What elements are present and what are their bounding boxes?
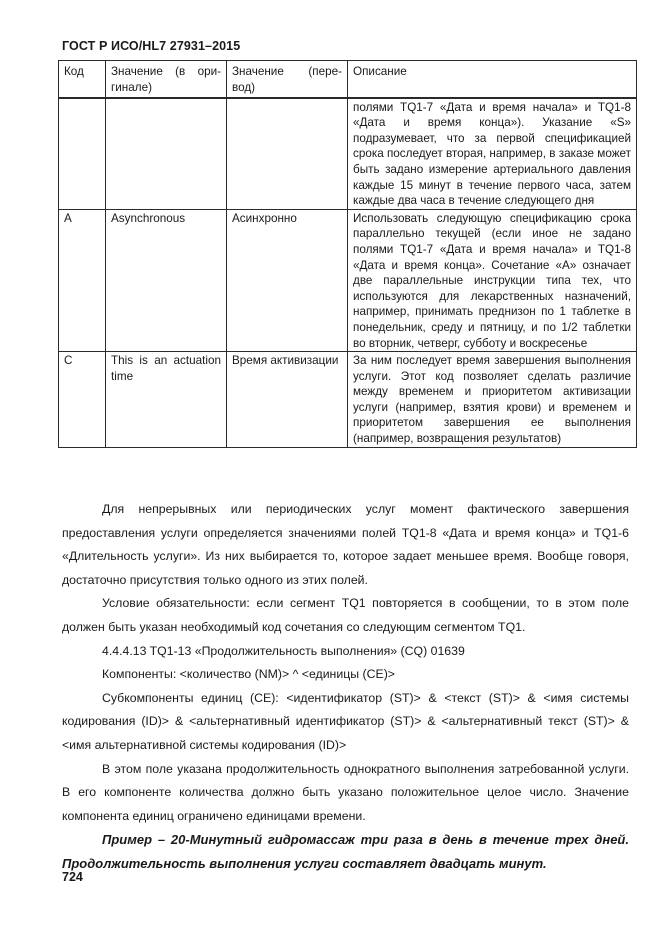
paragraph-subcomponents: Субкомпоненты единиц (CE): <идентификатор (ST)> & <текст (ST)> & <имя системы кодирования (ID)> & <альтернативный идентификатор (ST)> & <альтернативный текст (ST)> & <имя альтернативной системы кодирования (ID)> (62, 690, 629, 752)
cell-original (106, 98, 227, 210)
cell-translation (227, 98, 348, 210)
cell-original: This is an actuation time (106, 352, 227, 448)
paragraph-components: Компоненты: <количество (NM)> ^ <единицы (CE)> (102, 667, 395, 682)
cell-translation: Время активизации (227, 352, 348, 448)
cell-description: Использовать следующую спецификацию срока параллельно текущей (если иное не задано полями TQ1-7 «Дата и время начала» и TQ1-8 «Дата и время конца». Сочетание «A» означает две параллельные инструкции типа тех, что используются для лекарственных назначений, например, принимать преднизон по 1 таблетке в понедельник, среду и пятницу, и по 1/2 таблетки во вторник, четверг, субботу и воскресенье (348, 209, 637, 351)
document-header: ГОСТ Р ИСО/HL7 27931–2015 (62, 39, 241, 53)
cell-code (59, 98, 106, 210)
paragraph-completion: Для непрерывных или периодических услуг момент фактического завершения предоставления услуги определяется значениями полей TQ1-8 «Дата и время конца» и TQ1-6 «Длительность услуги». Из них выбирается то, которое задает меньшее время. Вообще говоря, достаточно присутствия только одного из этих полей. (62, 502, 629, 587)
cell-original: Asynchronous (106, 209, 227, 351)
table-row (59, 352, 637, 448)
paragraph-condition: Условие обязательности: если сегмент TQ1 повторяется в сообщении, то в этом поле должен быть указан необходимый код сочетания со следующим сегментом TQ1. (62, 596, 629, 634)
table-row (59, 209, 637, 351)
column-header-code: Код (59, 61, 106, 98)
cell-description: За ним последует время завершения выполнения услуги. Этот код позволяет сделать различие между временем и приоритетом активизации услуги (например, взятия крови) и временем и приоритетом завершения ее выполнения (например, возвращения результатов) (348, 352, 637, 448)
column-header-translation: Значение (пере-вод) (227, 61, 348, 98)
column-header-original: Значение (в ори-гинале) (106, 61, 227, 98)
column-header-description: Описание (348, 61, 637, 98)
cell-description: полями TQ1-7 «Дата и время начала» и TQ1-8 «Дата и время конца»). Указание «S» подразумевает, что за первой спецификацией срока последует вторая, например, в заказе может быть задано измерение артериального давления каждые 15 минут в течение первого часа, затем каждые два часа в течение следующего дня (348, 98, 637, 210)
cell-code: C (59, 352, 106, 448)
page-number: 724 (62, 870, 83, 884)
table-row (59, 98, 637, 210)
section-heading: 4.4.4.13 TQ1-13 «Продолжительность выполнения» (CQ) 01639 (102, 643, 465, 658)
paragraph-duration: В этом поле указана продолжительность однократного выполнения затребованной услуги. В его компоненте количества должно быть указано положительное целое число. Значение компонента единиц ограничено единицами времени. (62, 761, 629, 823)
code-table (58, 60, 637, 448)
table-header-row (59, 61, 637, 98)
cell-translation: Асинхронно (227, 209, 348, 351)
cell-code: A (59, 209, 106, 351)
body-text (62, 498, 629, 876)
example-text: Пример – 20-Минутный гидромассаж три раза в день в течение трех дней. Продолжительность выполнения услуги составляет двадцать минут. (62, 832, 629, 872)
